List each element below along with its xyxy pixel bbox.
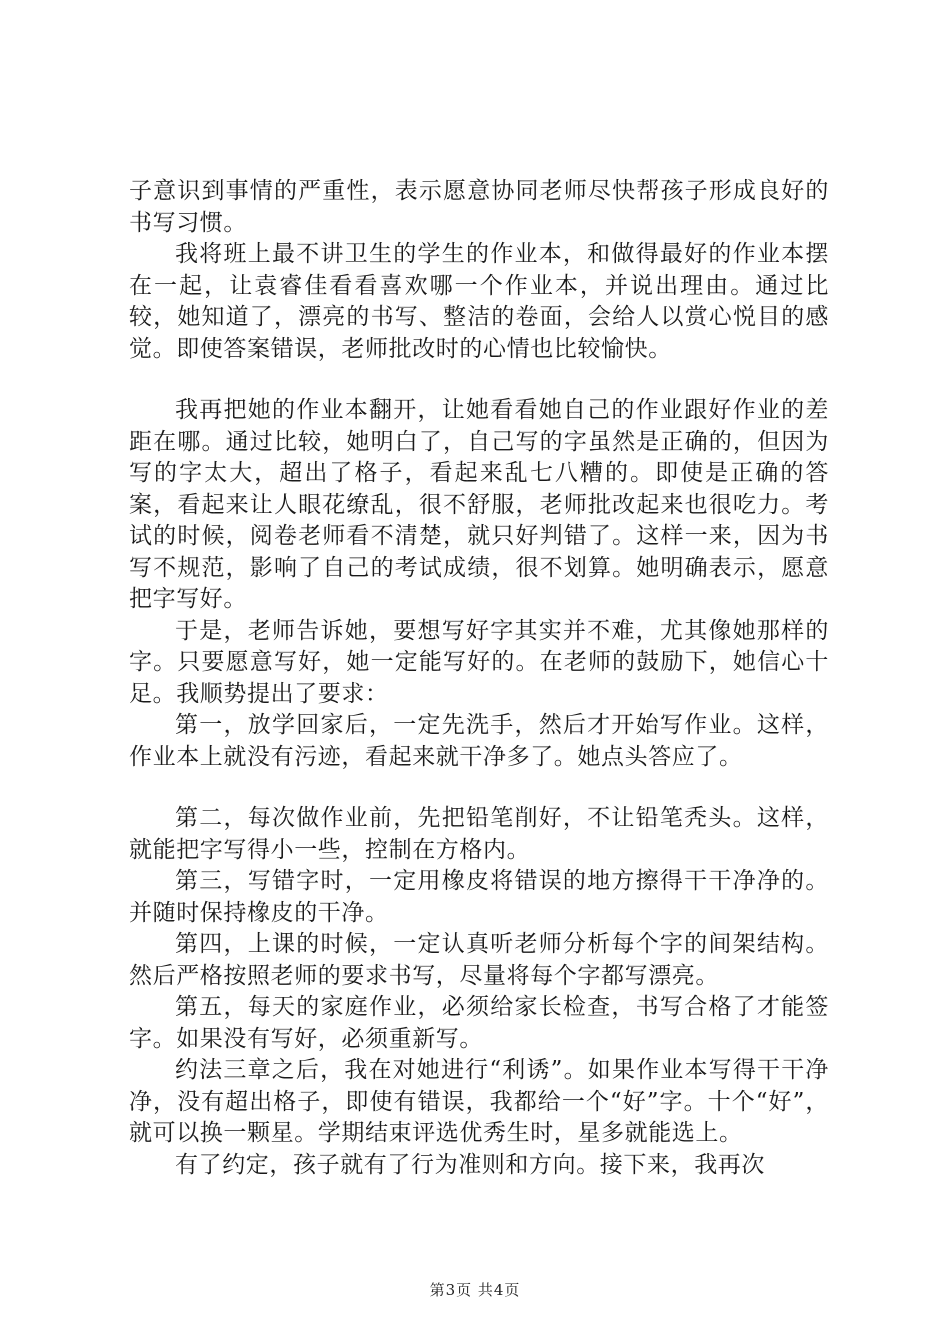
paragraph-10: 约法三章之后，我在对她进行“利诱”。如果作业本写得干干净净，没有超出格子，即使有错误，我都给一个“好”字。十个“好”，就可以换一颗星。学期结束评选优秀生时，星多就能选上。 [129, 1057, 829, 1146]
paragraph-5: 第一，放学回家后，一定先洗手，然后才开始写作业。这样，作业本上就没有污迹，看起来就干净多了。她点头答应了。 [129, 712, 829, 770]
paragraph-6: 第二，每次做作业前，先把铅笔削好，不让铅笔秃头。这样，就能把字写得小一些，控制在方格内。 [129, 805, 829, 863]
document-body [129, 176, 829, 1181]
paragraph-1: 子意识到事情的严重性，表示愿意协同老师尽快帮孩子形成良好的书写习惯。 [129, 178, 829, 236]
page-number-footer: 第3页 共4页 [429, 1281, 521, 1299]
paragraph-3: 我再把她的作业本翻开，让她看看她自己的作业跟好作业的差距在哪。通过比较，她明白了，自己写的字虽然是正确的，但因为写的字太大，超出了格子，看起来乱七八糟的。即使是正确的答案，看起来让人眼花缭乱，很不舒服，老师批改起来也很吃力。考试的时候，阅卷老师看不清楚，就只好判错了。这样一来，因为书写不规范，影响了自己的考试成绩，很不划算。她明确表示，愿意把字写好。 [129, 397, 829, 612]
paragraph-9: 第五，每天的家庭作业，必须给家长检查，书写合格了才能签字。如果没有写好，必须重新写。 [129, 994, 829, 1052]
paragraph-2: 我将班上最不讲卫生的学生的作业本，和做得最好的作业本摆在一起，让袁睿佳看看喜欢哪一个作业本，并说出理由。通过比较，她知道了，漂亮的书写、整洁的卷面，会给人以赏心悦目的感觉。即使答案错误，老师批改时的心情也比较愉快。 [129, 241, 829, 362]
paragraph-7: 第三，写错字时，一定用橡皮将错误的地方擦得干干净净的。并随时保持橡皮的干净。 [129, 868, 829, 926]
paragraph-8: 第四，上课的时候，一定认真听老师分析每个字的间架结构。然后严格按照老师的要求书写，尽量将每个字都写漂亮。 [129, 931, 829, 989]
paragraph-4: 于是，老师告诉她，要想写好字其实并不难，尤其像她那样的字。只要愿意写好，她一定能写好的。在老师的鼓励下，她信心十足。我顺势提出了要求： [129, 617, 829, 707]
paragraph-11: 有了约定，孩子就有了行为准则和方向。接下来，我再次 [175, 1151, 765, 1178]
